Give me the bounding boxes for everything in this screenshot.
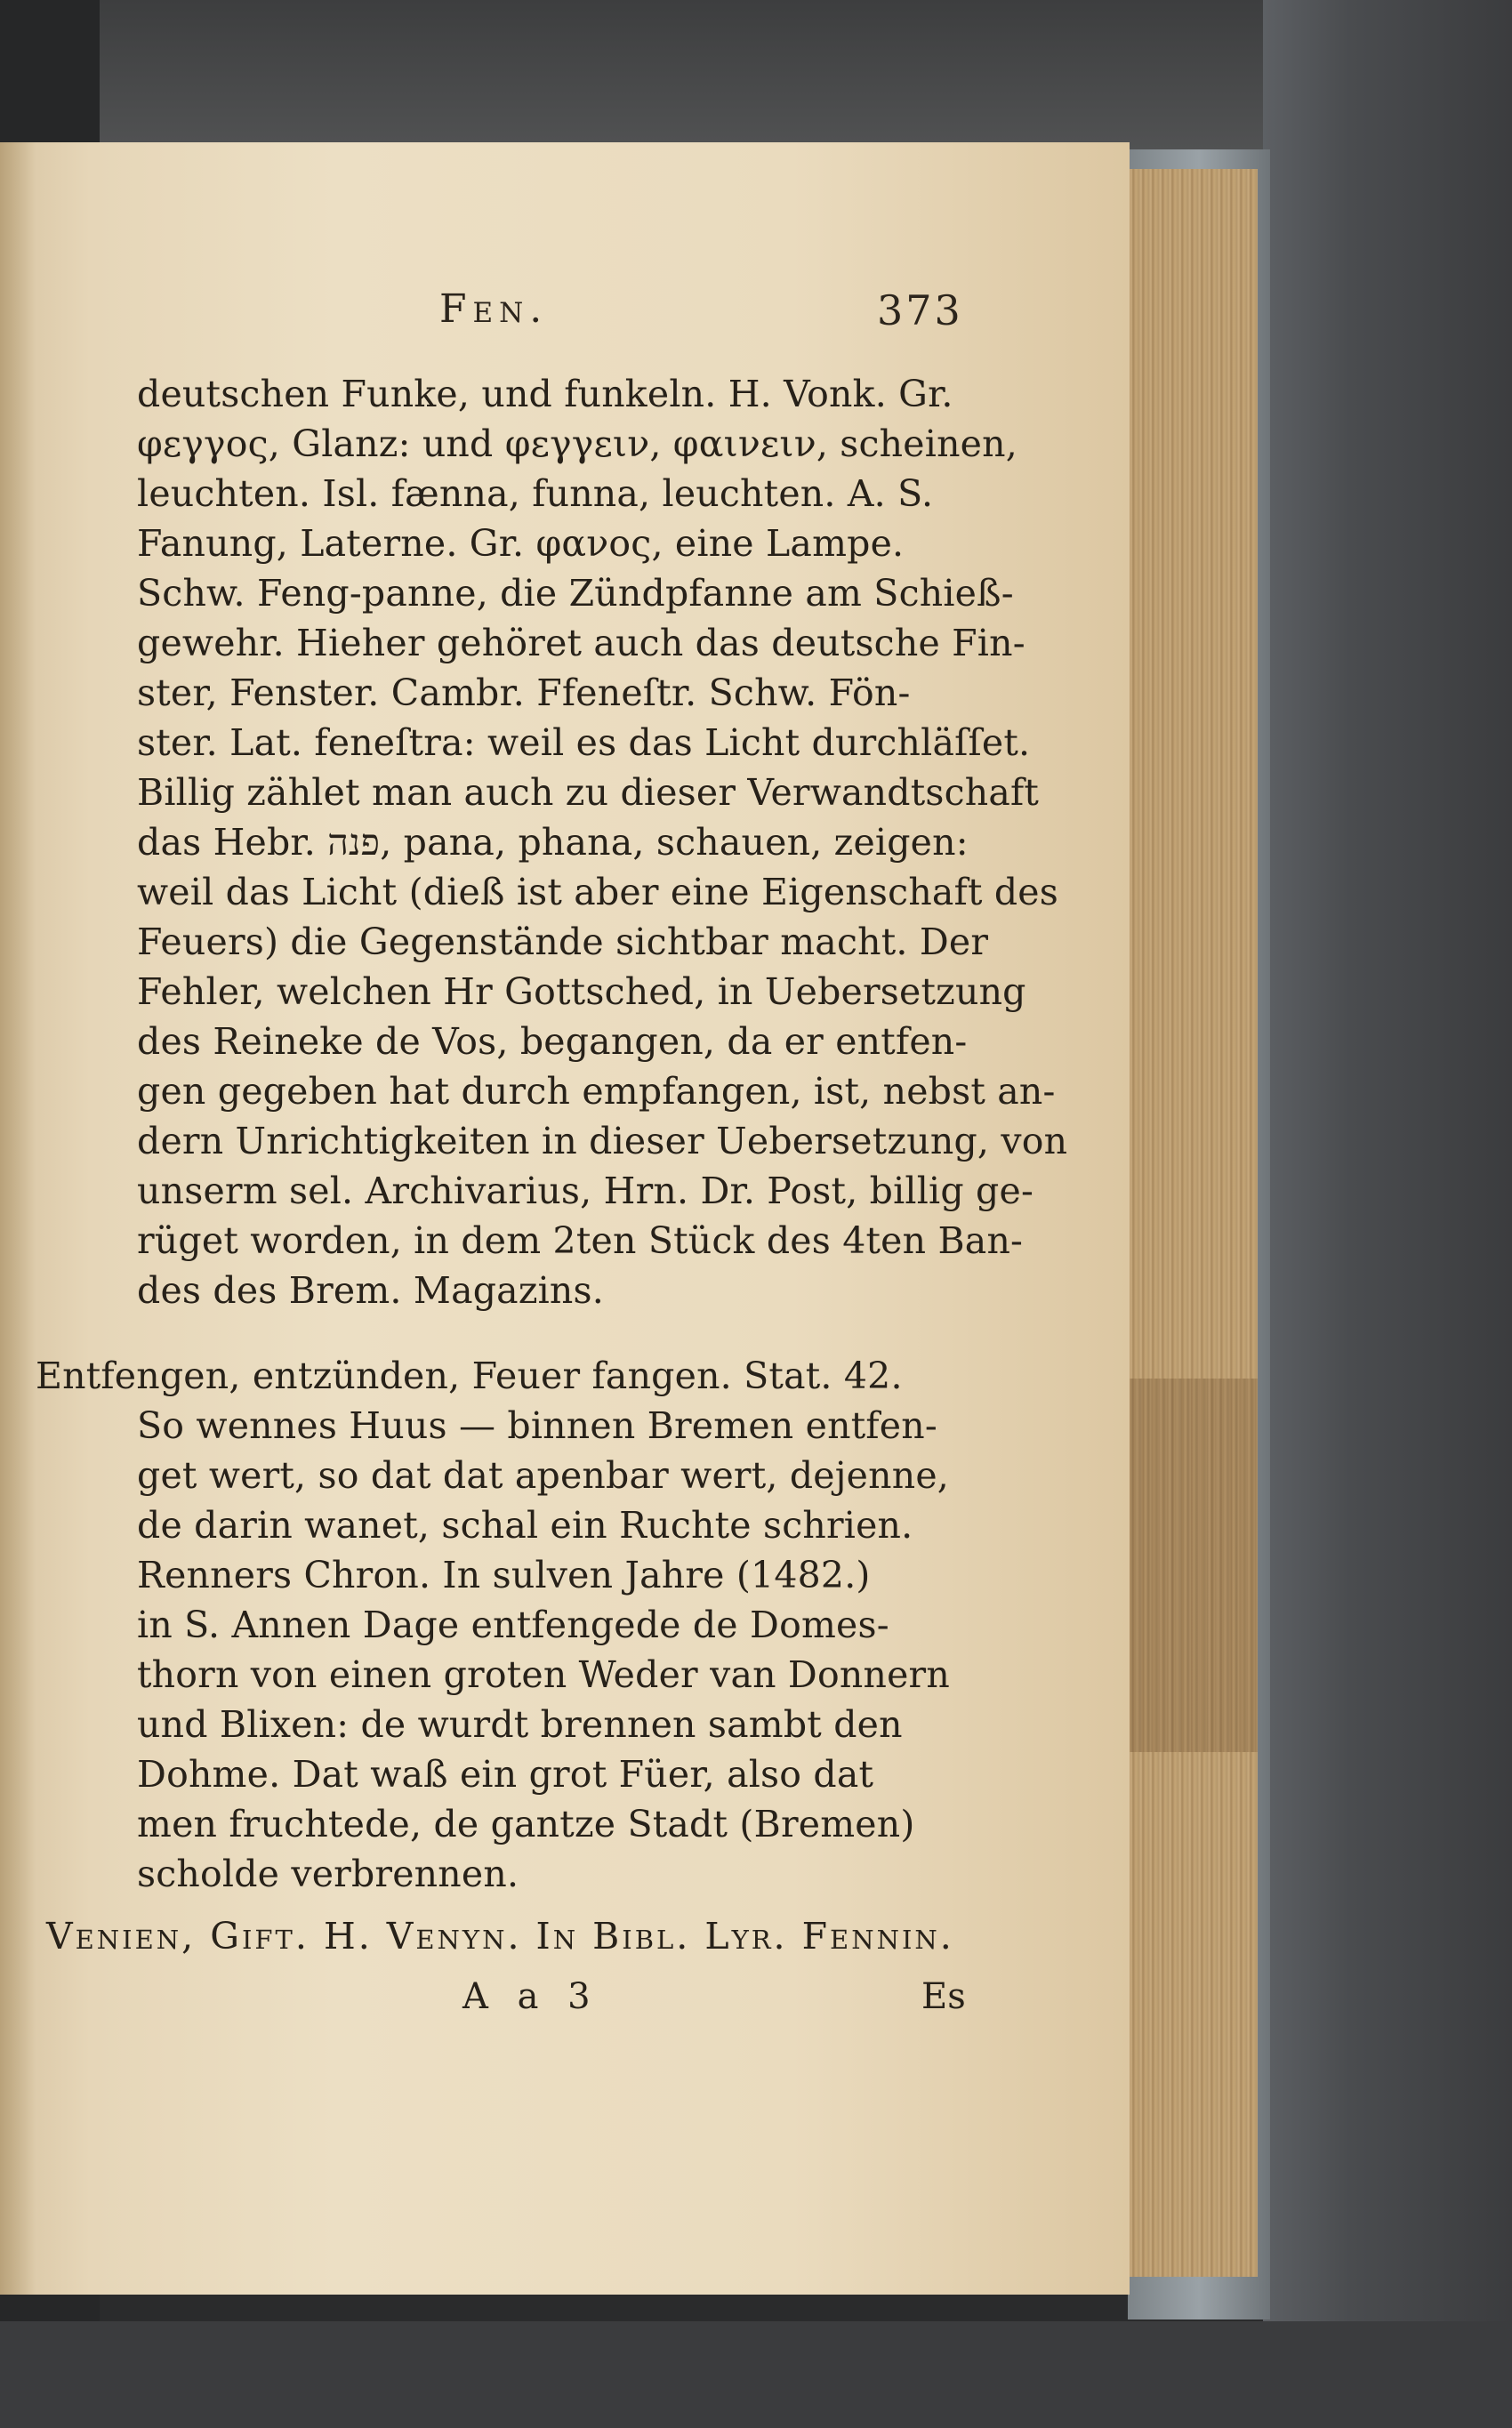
text-line-4: Fanung, Laterne. Gr. φανος, eine Lampe. (137, 522, 905, 565)
text-line-28: Dohme. Dat waß ein grot Füer, also dat (137, 1753, 874, 1796)
text-line-24: Renners Chron. In sulven Jahre (1482.) (137, 1554, 871, 1596)
text-line-11: weil das Licht (dieß ist aber eine Eigenschaft des (137, 871, 1059, 913)
text-line-25: in S. Annen Dage entfengede de Domes- (137, 1604, 889, 1646)
text-line-21: So wennes Huus — binnen Bremen entfen- (137, 1404, 937, 1447)
text-line-9: Billig zählet man auch zu dieser Verwandtschaft (137, 771, 1040, 814)
entry-venien: Venien, Gift. H. Venyn. In Bibl. Lyr. Fennin. (46, 1915, 954, 1958)
text-line-29: men fruchtede, de gantze Stadt (Bremen) (137, 1803, 915, 1845)
page-number: 373 (877, 286, 963, 334)
entry-entfengen: Entfengen, entzünden, Feuer fangen. Stat. 42. (36, 1355, 903, 1397)
text-line-26: thorn von einen groten Weder van Donnern (137, 1653, 950, 1696)
scan-backdrop-right (1263, 0, 1512, 2428)
text-line-2: φεγγος, Glanz: und φεγγειν, φαινειν, scheinen, (137, 422, 1017, 465)
signature-mark: A a 3 (462, 1976, 599, 2017)
text-line-16: dern Unrichtigkeiten in dieser Uebersetzung, von (137, 1120, 1068, 1162)
running-head: Fen. (439, 286, 549, 332)
text-line-18: rüget worden, in dem 2ten Stück des 4ten Ban- (137, 1219, 1024, 1262)
catchword: Es (921, 1976, 966, 2017)
text-line-17: unserm sel. Archivarius, Hrn. Dr. Post, billig ge- (137, 1170, 1034, 1212)
text-line-19: des des Brem. Magazins. (137, 1269, 605, 1312)
text-line-30: scholde verbrennen. (137, 1853, 519, 1895)
text-line-10: das Hebr. פנה, pana, phana, schauen, zeigen: (137, 821, 969, 864)
text-line-6: gewehr. Hieher gehöret auch das deutsche Fin- (137, 622, 1025, 664)
text-line-14: des Reineke de Vos, begangen, da er entfen- (137, 1020, 968, 1063)
page-edges-shadow (1119, 1379, 1258, 1752)
text-line-22: get wert, so dat dat apenbar wert, dejenne, (137, 1454, 950, 1497)
text-line-7: ster, Fenster. Cambr. Ffeneſtr. Schw. Fön- (137, 671, 911, 714)
text-line-3: leuchten. Isl. fænna, funna, leuchten. A. S. (137, 472, 934, 515)
text-line-27: und Blixen: de wurdt brennen sambt den (137, 1703, 903, 1746)
text-line-5: Schw. Feng-panne, die Zündpfanne am Schieß- (137, 572, 1014, 615)
text-line-8: ster. Lat. feneſtra: weil es das Licht durchläſſet. (137, 721, 1031, 764)
text-line-23: de darin wanet, schal ein Ruchte schrien. (137, 1504, 913, 1547)
text-line-15: gen gegeben hat durch empfangen, ist, nebst an- (137, 1070, 1056, 1113)
page-edges (1119, 169, 1258, 2277)
text-line-1: deutschen Funke, und funkeln. H. Vonk. Gr. (137, 373, 953, 415)
text-line-12: Feuers) die Gegenstände sichtbar macht. Der (137, 921, 989, 963)
text-line-13: Fehler, welchen Hr Gottsched, in Uebersetzung (137, 970, 1026, 1013)
